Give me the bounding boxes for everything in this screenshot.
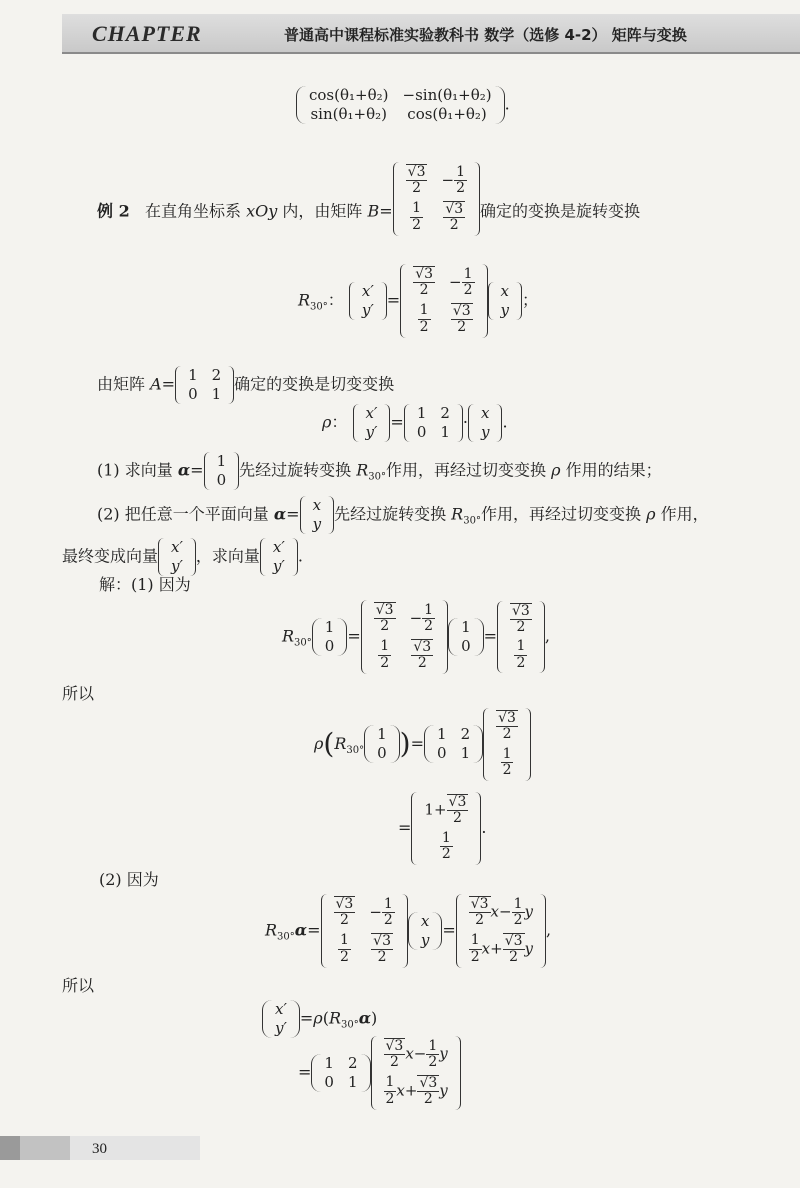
so-label-2: 所以 bbox=[62, 976, 95, 995]
shear-matrix-line: 由矩阵 A= 1 2 0 1 确定的变换是切变变换 bbox=[97, 366, 395, 403]
solution-2-result-line-1: x′ y′ $=\rho(R_{30^\circ}\alpha)$ bbox=[262, 1000, 377, 1038]
question-2-line-2: 最终变成向量 x′ y′ ，求向量 x′ y′ . bbox=[62, 538, 303, 575]
solution-heading: 解：(1) 因为 bbox=[99, 575, 191, 594]
shear-map: ρ： x′ y′ = 1 2 0 1 · x y . bbox=[322, 404, 508, 441]
rotation-sum-matrix: cos(θ₁+θ₂) −sin(θ₁+θ₂) sin(θ₁+θ₂) cos(θ₁+θ₂) . bbox=[296, 86, 510, 124]
part-2-heading: (2) 因为 bbox=[99, 870, 159, 889]
question-1: (1) 求向量 α= 1 0 先经过旋转变换 $R_{30^\circ}$作用，再经过切变变换 ρ 作用的结果； bbox=[97, 452, 662, 489]
solution-1-result: $\rho(R_{30^\circ}$ 1 0 )= 1 2 0 1 $\frac{√3}{2}$ $\frac{1}{2}$ bbox=[314, 708, 531, 781]
rotation-map: $R_{30^\circ}$： x′ y′ = $\frac{√3}{2}$ − $\frac{1}{2}$ $\frac{1}{2}$ $\frac{√3}{2}$ x y ； bbox=[298, 264, 538, 338]
page-number: 30 bbox=[92, 1141, 107, 1157]
example-2-statement: 例 2 在直角坐标系 xOy 内，由矩阵 B= $\frac{√3}{2}$ − $\frac{1}{2}$ $\frac{1}{2}$ $\frac{√3}{2}$ 确定的变换是旋转变换 bbox=[97, 188, 640, 236]
solution-1-final: = 1+ $\frac{√3}{2}$ $\frac{1}{2}$ . bbox=[398, 792, 486, 865]
solution-2-result-line-2: = 1 2 0 1 $\frac{√3}{2}$ x− $\frac{1}{2}$ y $\frac{1}{2}$ x+ $\frac{√3}{2}$ y bbox=[298, 1036, 461, 1110]
book-title: 普通高中课程标准实验教科书 数学（选修 4-2） 矩阵与变换 bbox=[284, 26, 687, 44]
solution-1-equation: $R_{30^\circ}$ 1 0 = $\frac{√3}{2}$ − $\frac{1}{2}$ $\frac{1}{2}$ $\frac{√3}{2}$ 1 0 = $\frac{√3}{2}$ $\frac{1}{2}$ , bbox=[282, 600, 550, 674]
question-2: (2) 把任意一个平面向量 α= x y 先经过旋转变换 $R_{30^\circ}$作用，再经过切变变换 ρ 作用， bbox=[97, 496, 709, 533]
so-label-1: 所以 bbox=[62, 684, 95, 703]
chapter-label: CHAPTER bbox=[92, 21, 202, 46]
solution-2-equation: $R_{30^\circ}\alpha=$ $\frac{√3}{2}$ − $\frac{1}{2}$ $\frac{1}{2}$ $\frac{√3}{2}$ x y = $\frac{√3}{2}$ x− $\frac{1}{2}$ y $\frac{1}{2}$ x+ $\frac{√3}{2}$ y , bbox=[265, 894, 551, 968]
page-header bbox=[62, 14, 800, 54]
